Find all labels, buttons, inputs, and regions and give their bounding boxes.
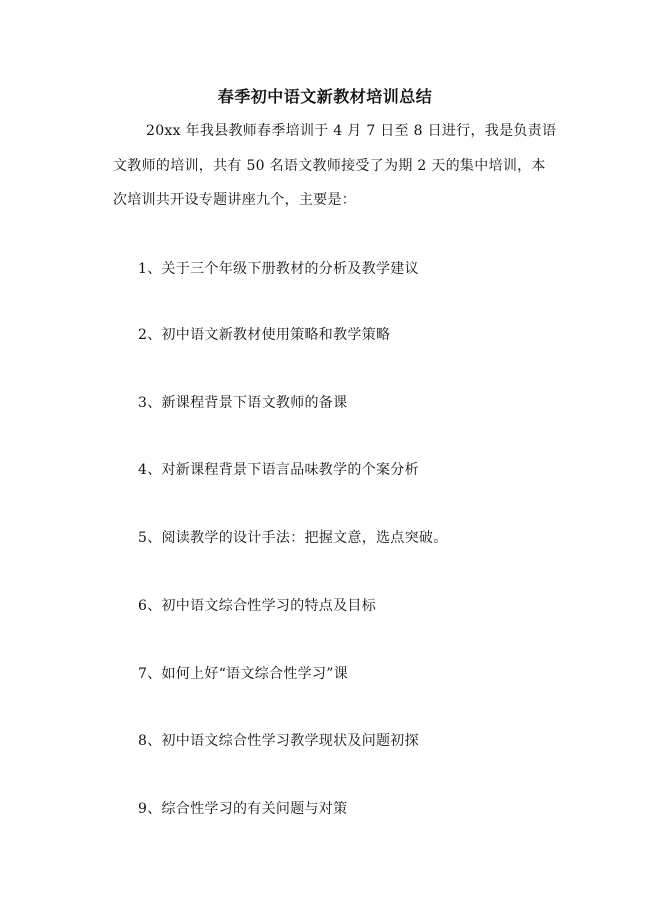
- list-item-4: 4、对新课程背景下语言品味教学的个案分析: [138, 462, 419, 478]
- document-title: 春季初中语文新教材培训总结: [217, 87, 433, 106]
- intro-line-1: 20xx 年我县教师春季培训于 4 月 7 日至 8 日进行，我是负责语: [146, 123, 557, 139]
- list-item-2: 2、初中语文新教材使用策略和教学策略: [138, 327, 391, 343]
- list-item-8: 8、初中语文综合性学习教学现状及问题初探: [138, 733, 419, 749]
- intro-line-3: 次培训共开设专题讲座九个，主要是：: [113, 192, 357, 208]
- list-item-3: 3、新课程背景下语文教师的备课: [138, 395, 348, 411]
- intro-line-2: 文教师的培训，共有 50 名语文教师接受了为期 2 天的集中培训，本: [113, 158, 546, 174]
- list-item-1: 1、关于三个年级下册教材的分析及教学建议: [138, 261, 419, 277]
- list-item-5: 5、阅读教学的设计手法：把握文意，选点突破。: [138, 530, 448, 546]
- list-item-7: 7、如何上好“语文综合性学习”课: [138, 666, 349, 682]
- list-item-6: 6、初中语文综合性学习的特点及目标: [138, 598, 377, 614]
- list-item-9: 9、综合性学习的有关问题与对策: [138, 801, 348, 817]
